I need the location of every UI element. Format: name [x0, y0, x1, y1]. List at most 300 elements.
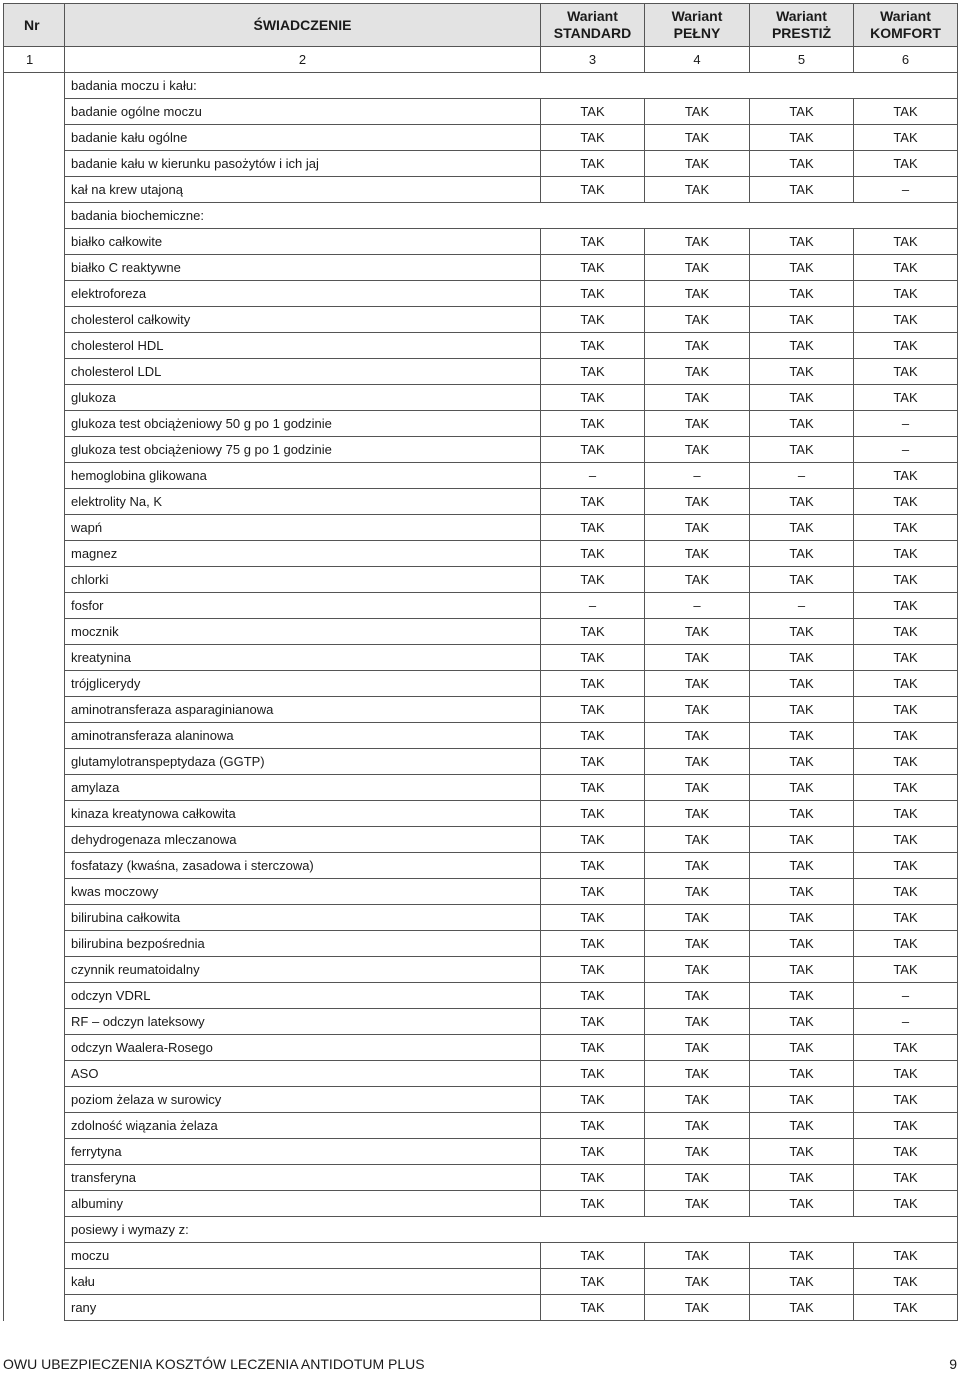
table-row [4, 281, 958, 307]
variant-value: TAK [854, 749, 958, 775]
variant-value: TAK [750, 1035, 854, 1061]
variant-value: – [645, 463, 750, 489]
column-number-row [4, 47, 958, 73]
table-row [4, 879, 958, 905]
variant-value: TAK [854, 879, 958, 905]
variant-value: TAK [750, 151, 854, 177]
column-number: 2 [65, 47, 541, 73]
variant-value: TAK [541, 125, 645, 151]
header-variant-standard [541, 4, 645, 47]
variant-value: TAK [750, 1009, 854, 1035]
service-name: kał na krew utajoną [65, 177, 541, 203]
variant-value: TAK [645, 489, 750, 515]
variant-value: TAK [645, 879, 750, 905]
variant-value: TAK [645, 1191, 750, 1217]
table-row [4, 99, 958, 125]
variant-value: TAK [854, 671, 958, 697]
service-name: zdolność wiązania żelaza [65, 1113, 541, 1139]
table-row [4, 697, 958, 723]
service-name: czynnik reumatoidalny [65, 957, 541, 983]
variant-value: TAK [541, 931, 645, 957]
variant-value: TAK [750, 541, 854, 567]
variant-value: TAK [541, 1087, 645, 1113]
variant-value: TAK [854, 151, 958, 177]
variant-value: – [645, 593, 750, 619]
service-name: cholesterol LDL [65, 359, 541, 385]
variant-value: TAK [541, 1061, 645, 1087]
service-name: badanie kału w kierunku pasożytów i ich jaj [65, 151, 541, 177]
variant-value: TAK [750, 801, 854, 827]
variant-value: TAK [854, 359, 958, 385]
variant-value: TAK [854, 567, 958, 593]
variant-value: TAK [541, 333, 645, 359]
column-number: 1 [4, 47, 65, 73]
variant-value: TAK [854, 1087, 958, 1113]
variant-value: TAK [645, 1035, 750, 1061]
variant-value: TAK [541, 749, 645, 775]
variant-value: TAK [750, 827, 854, 853]
variant-value: TAK [645, 983, 750, 1009]
variant-value: TAK [750, 931, 854, 957]
variant-value: TAK [854, 1113, 958, 1139]
variant-value: TAK [750, 177, 854, 203]
variant-value: TAK [750, 359, 854, 385]
variant-value: TAK [541, 359, 645, 385]
table-header-row [4, 4, 958, 47]
variant-value: TAK [645, 1295, 750, 1321]
variant-value: TAK [750, 957, 854, 983]
service-name: amylaza [65, 775, 541, 801]
variant-value: TAK [645, 1087, 750, 1113]
variant-value: – [854, 437, 958, 463]
footer-title: OWU UBEZPIECZENIA KOSZTÓW LECZENIA ANTIDOTUM PLUS [3, 1356, 425, 1372]
nr-cell [4, 73, 65, 1321]
variant-value: TAK [645, 1009, 750, 1035]
variant-value: TAK [750, 749, 854, 775]
section-label: badania moczu i kału: [65, 73, 958, 99]
variant-value: TAK [854, 645, 958, 671]
service-name: odczyn Waalera-Rosego [65, 1035, 541, 1061]
table-row [4, 1269, 958, 1295]
table-row [4, 931, 958, 957]
variant-value: TAK [854, 1269, 958, 1295]
table-row [4, 125, 958, 151]
benefits-table [3, 3, 958, 1321]
variant-value: TAK [541, 307, 645, 333]
variant-value: TAK [541, 1269, 645, 1295]
variant-value: TAK [541, 619, 645, 645]
variant-value: TAK [645, 905, 750, 931]
variant-value: TAK [750, 411, 854, 437]
variant-value: TAK [541, 515, 645, 541]
table-row [4, 853, 958, 879]
variant-value: TAK [541, 151, 645, 177]
table-row [4, 567, 958, 593]
variant-value: – [854, 177, 958, 203]
service-name: aminotransferaza alaninowa [65, 723, 541, 749]
variant-value: – [541, 593, 645, 619]
variant-value: TAK [541, 229, 645, 255]
table-row [4, 905, 958, 931]
variant-value: TAK [750, 1243, 854, 1269]
variant-value: TAK [854, 1165, 958, 1191]
table-row [4, 749, 958, 775]
service-name: aminotransferaza asparaginianowa [65, 697, 541, 723]
variant-value: TAK [645, 1113, 750, 1139]
variant-value: TAK [645, 359, 750, 385]
table-row [4, 1191, 958, 1217]
table-row [4, 437, 958, 463]
header-variant-name: PRESTIŻ [771, 25, 832, 41]
variant-value: TAK [854, 515, 958, 541]
table-row [4, 229, 958, 255]
variant-value: TAK [750, 1061, 854, 1087]
variant-value: TAK [854, 775, 958, 801]
variant-value: TAK [854, 489, 958, 515]
service-name: glukoza test obciążeniowy 50 g po 1 godzinie [65, 411, 541, 437]
table-row [4, 1113, 958, 1139]
service-name: odczyn VDRL [65, 983, 541, 1009]
variant-value: TAK [645, 645, 750, 671]
variant-value: TAK [541, 1243, 645, 1269]
table-row [4, 1165, 958, 1191]
variant-value: TAK [541, 489, 645, 515]
table-row [4, 489, 958, 515]
header-variant-label: Wariant [776, 8, 827, 24]
variant-value: TAK [750, 515, 854, 541]
header-variant-komfort [854, 4, 958, 47]
service-name: kału [65, 1269, 541, 1295]
service-name: bilirubina całkowita [65, 905, 541, 931]
service-name: glukoza test obciążeniowy 75 g po 1 godzinie [65, 437, 541, 463]
table-row [4, 307, 958, 333]
service-name: kwas moczowy [65, 879, 541, 905]
variant-value: TAK [645, 749, 750, 775]
table-row [4, 593, 958, 619]
variant-value: TAK [645, 411, 750, 437]
table-row [4, 151, 958, 177]
table-row [4, 671, 958, 697]
variant-value: TAK [854, 99, 958, 125]
variant-value: TAK [541, 281, 645, 307]
table-row [4, 515, 958, 541]
variant-value: TAK [645, 515, 750, 541]
variant-value: TAK [750, 645, 854, 671]
variant-value: TAK [854, 1191, 958, 1217]
service-name: chlorki [65, 567, 541, 593]
header-variant-prestiz [750, 4, 854, 47]
table-row [4, 723, 958, 749]
table-row [4, 411, 958, 437]
table-row [4, 983, 958, 1009]
variant-value: – [854, 983, 958, 1009]
service-name: wapń [65, 515, 541, 541]
variant-value: TAK [645, 697, 750, 723]
service-name: elektrolity Na, K [65, 489, 541, 515]
table-row [4, 645, 958, 671]
service-name: białko całkowite [65, 229, 541, 255]
variant-value: TAK [854, 905, 958, 931]
page-number: 9 [949, 1356, 957, 1372]
variant-value: TAK [541, 567, 645, 593]
variant-value: TAK [541, 879, 645, 905]
variant-value: TAK [541, 827, 645, 853]
variant-value: TAK [854, 125, 958, 151]
variant-value: TAK [854, 593, 958, 619]
variant-value: TAK [854, 385, 958, 411]
table-row [4, 1087, 958, 1113]
variant-value: TAK [645, 99, 750, 125]
variant-value: TAK [750, 671, 854, 697]
variant-value: TAK [854, 1139, 958, 1165]
variant-value: TAK [541, 671, 645, 697]
variant-value: TAK [750, 437, 854, 463]
header-variant-label: Wariant [880, 8, 931, 24]
variant-value: TAK [645, 619, 750, 645]
variant-value: TAK [750, 99, 854, 125]
variant-value: TAK [750, 489, 854, 515]
table-row [4, 775, 958, 801]
variant-value: TAK [854, 541, 958, 567]
variant-value: – [750, 593, 854, 619]
variant-value: TAK [541, 853, 645, 879]
variant-value: TAK [645, 229, 750, 255]
variant-value: TAK [541, 957, 645, 983]
column-number: 6 [854, 47, 958, 73]
variant-value: TAK [541, 1035, 645, 1061]
service-name: elektroforeza [65, 281, 541, 307]
variant-value: TAK [750, 853, 854, 879]
table-row [4, 1035, 958, 1061]
variant-value: TAK [750, 1087, 854, 1113]
variant-value: TAK [750, 697, 854, 723]
service-name: bilirubina bezpośrednia [65, 931, 541, 957]
variant-value: TAK [541, 411, 645, 437]
service-name: kreatynina [65, 645, 541, 671]
service-name: białko C reaktywne [65, 255, 541, 281]
variant-value: TAK [645, 957, 750, 983]
variant-value: TAK [750, 333, 854, 359]
table-section-row [4, 203, 958, 229]
service-name: glutamylotranspeptydaza (GGTP) [65, 749, 541, 775]
variant-value: TAK [750, 1295, 854, 1321]
variant-value: TAK [541, 1165, 645, 1191]
variant-value: TAK [854, 1035, 958, 1061]
service-name: cholesterol HDL [65, 333, 541, 359]
table-row [4, 1139, 958, 1165]
table-row [4, 957, 958, 983]
variant-value: TAK [854, 1061, 958, 1087]
table-row [4, 1295, 958, 1321]
variant-value: TAK [645, 723, 750, 749]
table-row [4, 1243, 958, 1269]
variant-value: TAK [645, 801, 750, 827]
variant-value: TAK [854, 619, 958, 645]
variant-value: TAK [854, 333, 958, 359]
header-variant-label: Wariant [567, 8, 618, 24]
variant-value: TAK [750, 1191, 854, 1217]
table-row [4, 541, 958, 567]
variant-value: TAK [750, 1139, 854, 1165]
variant-value: TAK [541, 437, 645, 463]
service-name: fosfatazy (kwaśna, zasadowa i sterczowa) [65, 853, 541, 879]
variant-value: TAK [645, 567, 750, 593]
table-row [4, 619, 958, 645]
variant-value: TAK [750, 905, 854, 931]
table-row [4, 359, 958, 385]
column-number: 3 [541, 47, 645, 73]
variant-value: TAK [645, 775, 750, 801]
variant-value: TAK [645, 307, 750, 333]
variant-value: TAK [541, 255, 645, 281]
variant-value: TAK [854, 931, 958, 957]
variant-value: TAK [541, 697, 645, 723]
page-footer [3, 1356, 957, 1372]
variant-value: TAK [645, 931, 750, 957]
table-row [4, 333, 958, 359]
variant-value: – [750, 463, 854, 489]
service-name: hemoglobina glikowana [65, 463, 541, 489]
header-variant-name: KOMFORT [870, 25, 941, 41]
variant-value: TAK [541, 1009, 645, 1035]
variant-value: TAK [541, 983, 645, 1009]
table-row [4, 177, 958, 203]
table-row [4, 827, 958, 853]
section-label: badania biochemiczne: [65, 203, 958, 229]
variant-value: TAK [645, 255, 750, 281]
service-name: ASO [65, 1061, 541, 1087]
variant-value: TAK [541, 905, 645, 931]
variant-value: TAK [750, 385, 854, 411]
variant-value: TAK [645, 437, 750, 463]
variant-value: TAK [541, 801, 645, 827]
variant-value: TAK [541, 385, 645, 411]
table-row [4, 1009, 958, 1035]
variant-value: TAK [750, 1165, 854, 1191]
variant-value: TAK [645, 333, 750, 359]
variant-value: TAK [541, 1191, 645, 1217]
variant-value: TAK [750, 307, 854, 333]
variant-value: TAK [541, 775, 645, 801]
service-name: fosfor [65, 593, 541, 619]
variant-value: TAK [854, 827, 958, 853]
variant-value: TAK [541, 177, 645, 203]
variant-value: TAK [854, 229, 958, 255]
service-name: moczu [65, 1243, 541, 1269]
variant-value: TAK [645, 541, 750, 567]
variant-value: TAK [645, 177, 750, 203]
variant-value: TAK [541, 723, 645, 749]
column-number: 5 [750, 47, 854, 73]
service-name: dehydrogenaza mleczanowa [65, 827, 541, 853]
variant-value: TAK [854, 1243, 958, 1269]
variant-value: TAK [541, 541, 645, 567]
variant-value: TAK [645, 281, 750, 307]
variant-value: TAK [854, 463, 958, 489]
header-nr: Nr [4, 4, 65, 47]
table-row [4, 385, 958, 411]
variant-value: TAK [854, 853, 958, 879]
variant-value: TAK [541, 1113, 645, 1139]
variant-value: TAK [750, 723, 854, 749]
variant-value: TAK [854, 723, 958, 749]
variant-value: TAK [541, 645, 645, 671]
variant-value: TAK [541, 1139, 645, 1165]
variant-value: TAK [750, 281, 854, 307]
header-variant-label: Wariant [671, 8, 723, 24]
variant-value: TAK [854, 697, 958, 723]
variant-value: TAK [645, 1243, 750, 1269]
service-name: badanie kału ogólne [65, 125, 541, 151]
header-variant-pelny [645, 4, 750, 47]
variant-value: TAK [750, 775, 854, 801]
header-variant-name: PEŁNY [673, 25, 721, 41]
variant-value: TAK [645, 1139, 750, 1165]
variant-value: TAK [541, 99, 645, 125]
table-row [4, 255, 958, 281]
variant-value: TAK [645, 151, 750, 177]
section-label: posiewy i wymazy z: [65, 1217, 958, 1243]
table-section-row [4, 73, 958, 99]
service-name: glukoza [65, 385, 541, 411]
table-row [4, 801, 958, 827]
table-section-row [4, 1217, 958, 1243]
variant-value: TAK [750, 983, 854, 1009]
variant-value: TAK [750, 229, 854, 255]
variant-value: TAK [750, 125, 854, 151]
service-name: cholesterol całkowity [65, 307, 541, 333]
variant-value: TAK [750, 1113, 854, 1139]
variant-value: TAK [645, 1269, 750, 1295]
service-name: poziom żelaza w surowicy [65, 1087, 541, 1113]
variant-value: TAK [854, 801, 958, 827]
service-name: RF – odczyn lateksowy [65, 1009, 541, 1035]
service-name: magnez [65, 541, 541, 567]
table-row [4, 463, 958, 489]
service-name: badanie ogólne moczu [65, 99, 541, 125]
variant-value: TAK [645, 125, 750, 151]
variant-value: – [854, 1009, 958, 1035]
variant-value: – [854, 411, 958, 437]
variant-value: TAK [645, 1165, 750, 1191]
variant-value: TAK [645, 1061, 750, 1087]
variant-value: TAK [750, 619, 854, 645]
variant-value: TAK [750, 1269, 854, 1295]
variant-value: – [541, 463, 645, 489]
variant-value: TAK [854, 281, 958, 307]
column-number: 4 [645, 47, 750, 73]
variant-value: TAK [750, 879, 854, 905]
variant-value: TAK [645, 853, 750, 879]
service-name: transferyna [65, 1165, 541, 1191]
variant-value: TAK [645, 827, 750, 853]
variant-value: TAK [854, 255, 958, 281]
variant-value: TAK [854, 1295, 958, 1321]
service-name: albuminy [65, 1191, 541, 1217]
service-name: rany [65, 1295, 541, 1321]
variant-value: TAK [854, 957, 958, 983]
variant-value: TAK [750, 567, 854, 593]
variant-value: TAK [645, 671, 750, 697]
service-name: trójglicerydy [65, 671, 541, 697]
variant-value: TAK [750, 255, 854, 281]
header-variant-name: STANDARD [553, 25, 632, 41]
variant-value: TAK [854, 307, 958, 333]
service-name: mocznik [65, 619, 541, 645]
header-swiadczenie: ŚWIADCZENIE [65, 4, 541, 47]
variant-value: TAK [645, 385, 750, 411]
service-name: ferrytyna [65, 1139, 541, 1165]
